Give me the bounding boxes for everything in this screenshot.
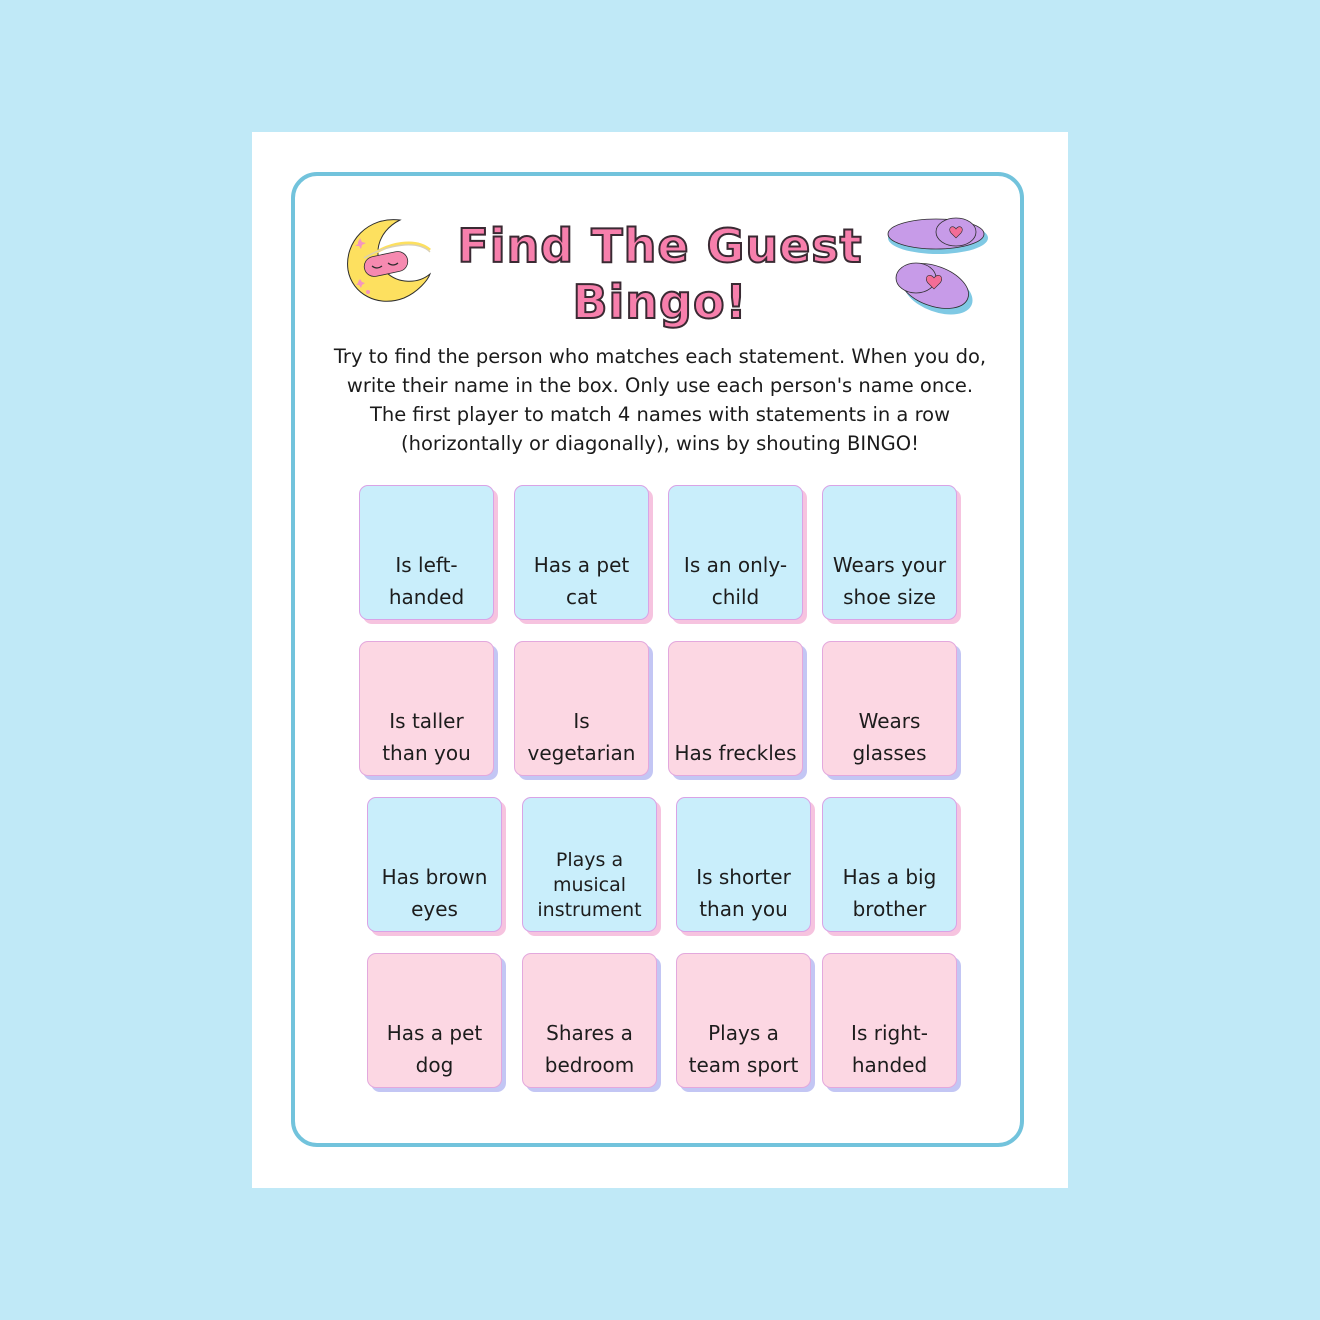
bingo-cell[interactable]: Has brown eyes — [367, 797, 502, 932]
slippers-icon — [876, 208, 991, 318]
bingo-cell[interactable]: Plays a musical instrument — [522, 797, 657, 932]
bingo-cell[interactable]: Plays a team sport — [676, 953, 811, 1088]
bingo-cell[interactable]: Is shorter than you — [676, 797, 811, 932]
bingo-cell[interactable]: Has a pet cat — [514, 485, 649, 620]
moon-with-sleep-mask-icon — [338, 212, 438, 307]
bingo-cell[interactable]: Is an only-child — [668, 485, 803, 620]
page-title — [430, 218, 890, 330]
bingo-cell[interactable]: Is taller than you — [359, 641, 494, 776]
instructions-text: Try to find the person who matches each statement. When you do, write their name in the box. Only use each person's name once. The first player to match 4 names with statements in a row (horizontally or diagonally), wins by shouting BINGO! — [333, 345, 987, 455]
bingo-cell[interactable]: Has freckles — [668, 641, 803, 776]
bingo-cell[interactable]: Wears your shoe size — [822, 485, 957, 620]
bingo-cell[interactable]: Has a big brother — [822, 797, 957, 932]
title-line-1: Find The Guest — [457, 219, 863, 273]
bingo-cell[interactable]: Is vegetarian — [514, 641, 649, 776]
bingo-cell[interactable]: Is left-handed — [359, 485, 494, 620]
bingo-cell[interactable]: Is right-handed — [822, 953, 957, 1088]
bingo-cell[interactable]: Wears glasses — [822, 641, 957, 776]
bingo-cell[interactable]: Shares a bedroom — [522, 953, 657, 1088]
bingo-cell[interactable]: Has a pet dog — [367, 953, 502, 1088]
title-line-2: Bingo! — [572, 275, 748, 329]
